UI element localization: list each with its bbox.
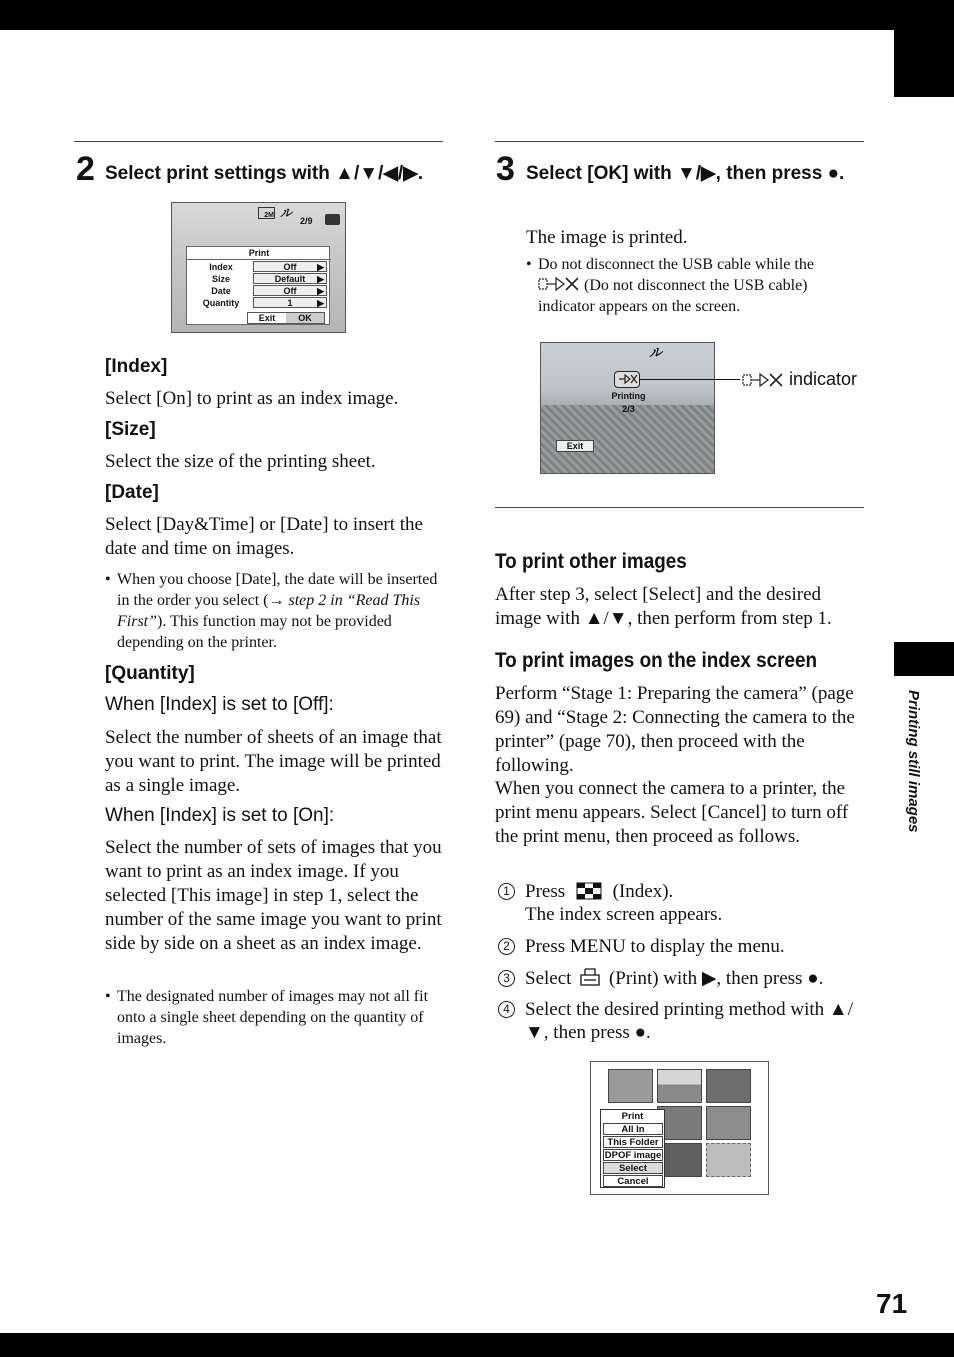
quantity-on-text: Select the number of sets of images that you want to print as an index image. If you selected [This image] in step 1, select the number of the same image you want to print side by side on a sheet as an index image. (105, 837, 442, 954)
step-marker: 3 (498, 970, 515, 987)
print-icon (579, 967, 601, 987)
thumbnail[interactable] (657, 1069, 702, 1103)
thumbnail[interactable] (608, 1069, 653, 1103)
index-screen-title: To print images on the index screen (495, 649, 818, 672)
corner-tab (894, 30, 954, 97)
step-heading: Select print settings with ▲/▼/◀/▶. (105, 163, 424, 184)
do-not-disconnect-icon (614, 371, 640, 388)
do-not-disconnect-icon (538, 275, 580, 293)
print-menu (600, 1109, 665, 1188)
callout-label: indicator (789, 369, 858, 389)
menu-item-this-folder[interactable]: This Folder (603, 1136, 663, 1148)
size-text: Select the size of the printing sheet. (105, 451, 376, 472)
step-marker: 2 (498, 938, 515, 955)
index-screen-text2: When you connect the camera to a printer, the print menu appears. Select [Cancel] to turn off the print menu, then proceed as follows. (495, 778, 849, 847)
menu-label-quantity: Quantity (202, 298, 240, 308)
menu-item-select[interactable]: Select (603, 1162, 663, 1174)
divider (74, 141, 443, 142)
print-settings-menu (186, 246, 330, 325)
mode-icon: ル (649, 345, 663, 360)
index-screen-text1: Perform “Stage 1: Preparing the camera” (page 69) and “Stage 2: Connecting the camera to the printer” (page 70), then proceed with the following. (495, 683, 855, 776)
divider (495, 141, 864, 142)
top-bar (0, 0, 954, 30)
image-size-icon: 2M (258, 207, 275, 219)
menu-value-index[interactable]: Off ▶ (253, 261, 327, 272)
menu-title: Print (248, 248, 270, 258)
menu-value-date[interactable]: Off ▶ (253, 285, 327, 296)
step-number: 3 (496, 150, 515, 188)
size-title: [Size] (105, 419, 156, 440)
print-menu-title: Print (621, 1111, 644, 1122)
index-screen-print-menu (590, 1061, 769, 1195)
index-button-icon (576, 882, 602, 900)
quantity-note: • The designated number of images may not all fit onto a single sheet depending on the quantity of images. (105, 988, 429, 1047)
image-counter: 2/9 (300, 216, 313, 226)
bottom-bar (0, 1333, 954, 1357)
quantity-on-label: When [Index] is set to [On]: (105, 805, 335, 826)
date-text: Select [Day&Time] or [Date] to insert the date and time on images. (105, 514, 423, 559)
thumbnail[interactable] (706, 1069, 751, 1103)
page-number: 71 (876, 1288, 908, 1319)
quantity-title: [Quantity] (105, 663, 195, 684)
other-images-title: To print other images (495, 550, 687, 573)
print-counter: 2/3 (622, 404, 635, 414)
step3-text: The image is printed. (526, 227, 688, 248)
other-images-text: After step 3, select [Select] and the desired image with ▲/▼, then perform from step 1. (495, 584, 832, 629)
menu-item-all-in[interactable]: All In (603, 1123, 663, 1135)
menu-value-size[interactable]: Default ▶ (253, 273, 327, 284)
camera-icon (325, 214, 340, 225)
quantity-off-label: When [Index] is set to [Off]: (105, 694, 334, 715)
date-note: • When you choose [Date], the date will be inserted in the order you select (→ step 2 in “Read This First”). This function may not be provided depending on the printer. (105, 571, 438, 651)
print-settings-screen (171, 202, 346, 333)
menu-item-dpof-image[interactable]: DPOF image (604, 1150, 662, 1161)
callout-line (640, 379, 740, 380)
menu-label-date: Date (211, 286, 231, 296)
step3-note: • Do not disconnect the USB cable while the (Do not disconnect the USB cable) indicator appears on the screen. (526, 256, 814, 315)
index-text: Select [On] to print as an index image. (105, 388, 399, 409)
step-marker: 4 (498, 1001, 515, 1018)
menu-label-index: Index (209, 262, 233, 272)
menu-label-size: Size (211, 274, 230, 284)
side-tab-marker (894, 642, 954, 676)
quantity-off-text: Select the number of sheets of an image that you want to print. The image will be printed as a single image. (105, 727, 442, 796)
menu-item-cancel[interactable]: Cancel (603, 1175, 663, 1187)
thumbnail[interactable] (706, 1106, 751, 1140)
date-title: [Date] (105, 482, 159, 503)
step-number: 2 (76, 150, 95, 188)
mode-icon: ル (280, 206, 293, 220)
do-not-disconnect-icon (742, 371, 784, 389)
divider (495, 507, 864, 508)
exit-button[interactable]: Exit (556, 440, 594, 452)
step-heading: Select [OK] with ▼/▶, then press ●. (526, 163, 845, 184)
index-title: [Index] (105, 356, 168, 377)
step-marker: 1 (498, 883, 515, 900)
printing-screen (540, 342, 715, 474)
exit-button[interactable]: Exit (258, 313, 276, 323)
side-tab-label: Printing still images (905, 690, 922, 833)
thumbnail[interactable] (706, 1143, 751, 1177)
menu-value-quantity[interactable]: 1 ▶ (253, 297, 327, 308)
side-tab (904, 690, 924, 860)
ok-button[interactable]: OK (286, 313, 324, 323)
printing-label: Printing (611, 391, 646, 401)
